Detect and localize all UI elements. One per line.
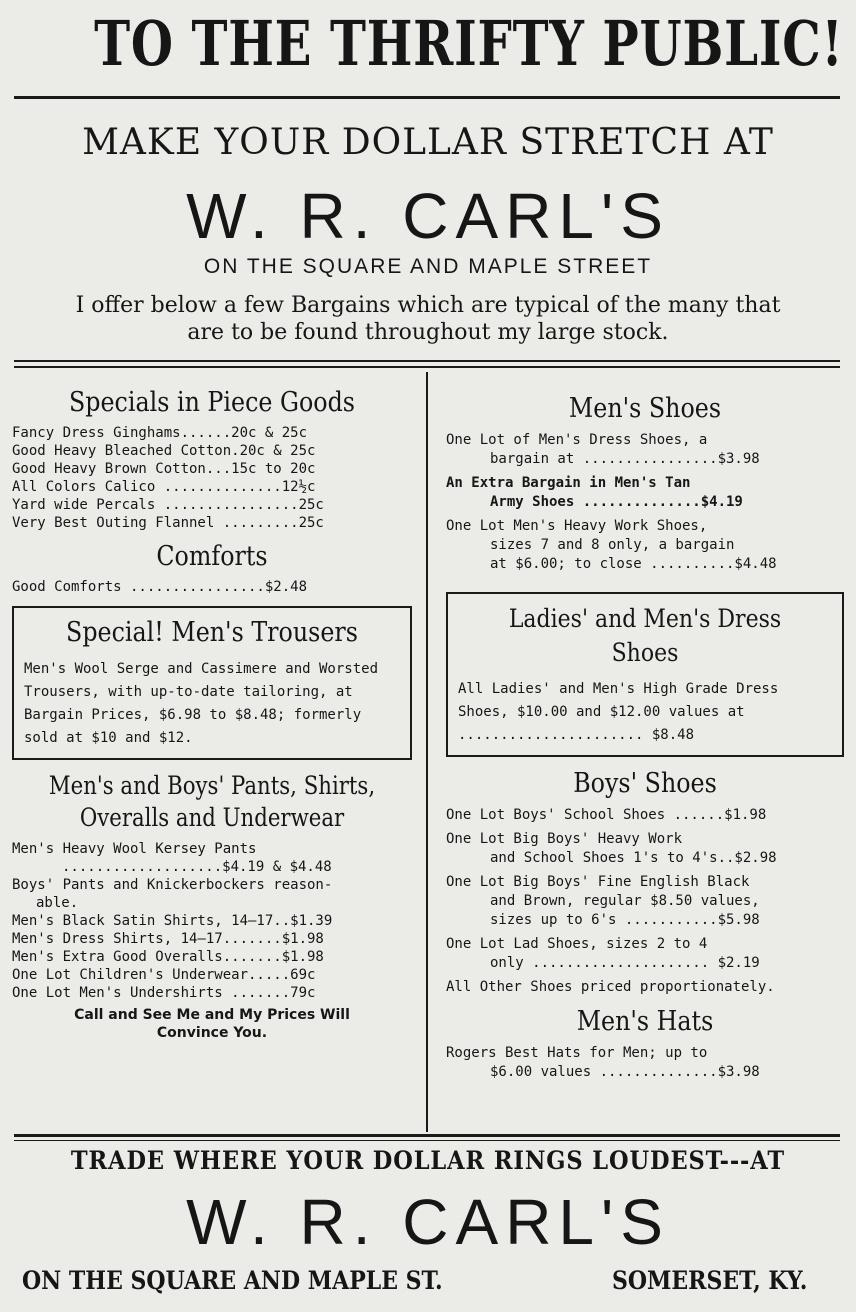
list-item: Men's Black Satin Shirts, 14—17..$1.39 bbox=[12, 913, 333, 929]
pants-title bbox=[42, 770, 382, 834]
item-line-2: sizes 7 and 8 only, a bargain bbox=[490, 537, 735, 553]
header-rule bbox=[14, 96, 840, 99]
list-item bbox=[446, 830, 844, 868]
list-item bbox=[446, 935, 844, 973]
trousers-text: Men's Wool Serge and Cassimere and Worsted Trousers, with up-to-date tailoring, at Bargain Prices, $6.98 to $8.48; formerly sold at $10 and $12. bbox=[24, 661, 379, 746]
list-item: able. bbox=[36, 895, 79, 911]
item-line-2: only ..................... $2.19 bbox=[490, 955, 760, 971]
list-item bbox=[446, 474, 844, 512]
comforts-title: Comforts bbox=[156, 541, 268, 572]
item-line-1: One Lot Big Boys' Fine English Black bbox=[446, 874, 750, 890]
list-item bbox=[446, 517, 844, 574]
item-line-2: bargain at ................$3.98 bbox=[490, 451, 760, 467]
item-line-1: One Lot of Men's Dress Shoes, a bbox=[446, 432, 708, 448]
list-item: ...................$4.19 & $4.48 bbox=[62, 859, 332, 875]
list-item: Men's Dress Shirts, 14—17.......$1.98 bbox=[12, 931, 324, 947]
call-text bbox=[12, 1006, 412, 1042]
column-divider bbox=[426, 372, 428, 1132]
section-rule-top-2 bbox=[14, 366, 840, 368]
trade-line: TRADE WHERE YOUR DOLLAR RINGS LOUDEST---AT bbox=[70, 1146, 786, 1175]
mens-shoes-title: Men's Shoes bbox=[568, 393, 722, 424]
item-line-2: $6.00 values ..............$3.98 bbox=[490, 1064, 760, 1080]
subhead: MAKE YOUR DOLLAR STRETCH AT bbox=[82, 122, 774, 163]
store-address: ON THE SQUARE AND MAPLE STREET bbox=[203, 255, 653, 278]
piece-goods-list bbox=[12, 424, 412, 532]
item-line-1: One Lot Big Boys' Heavy Work bbox=[446, 831, 683, 847]
list-item: Men's Extra Good Overalls.......$1.98 bbox=[12, 949, 324, 965]
trousers-title: Special! Men's Trousers bbox=[66, 617, 358, 648]
intro-line-2: are to be found throughout my large stock. bbox=[187, 320, 669, 345]
boys-shoes-title: Boys' Shoes bbox=[573, 768, 717, 799]
list-item bbox=[446, 431, 844, 469]
list-item: Good Comforts ................$2.48 bbox=[12, 579, 308, 595]
piece-goods-title: Specials in Piece Goods bbox=[69, 387, 355, 418]
dress-shoes-title: Ladies' and Men's Dress Shoes bbox=[508, 604, 782, 667]
dress-shoes-text: All Ladies' and Men's High Grade Dress Shoes, $10.00 and $12.00 values at ...................... $8.48 bbox=[458, 681, 779, 743]
section-rule-top bbox=[14, 360, 840, 362]
footer-rule bbox=[14, 1134, 840, 1137]
list-item bbox=[446, 1044, 844, 1082]
item-line-1: An Extra Bargain in Men's Tan bbox=[446, 475, 691, 491]
list-item bbox=[446, 806, 844, 825]
item-line-2: Army Shoes ..............$4.19 bbox=[490, 494, 743, 510]
call-line-1: Call and See Me and My Prices Will bbox=[74, 1007, 350, 1023]
list-item: One Lot Children's Underwear.....69c bbox=[12, 967, 316, 983]
list-item: All Colors Calico ..............12½c bbox=[12, 479, 316, 495]
list-item: Very Best Outing Flannel .........25c bbox=[12, 515, 324, 531]
list-item: One Lot Men's Undershirts .......79c bbox=[12, 985, 316, 1001]
list-item: Fancy Dress Ginghams......20c & 25c bbox=[12, 425, 308, 441]
footer-address: ON THE SQUARE AND MAPLE ST. bbox=[22, 1266, 443, 1295]
pants-title-line-2: Overalls and Underwear bbox=[79, 803, 345, 832]
item-line-3: at $6.00; to close ..........$4.48 bbox=[490, 556, 777, 572]
store-name: W. R. CARL'S bbox=[186, 180, 670, 252]
boys-shoes-note: All Other Shoes priced proportionately. bbox=[446, 979, 775, 995]
item-line-1: One Lot Lad Shoes, sizes 2 to 4 bbox=[446, 936, 708, 952]
headline: TO THE THRIFTY PUBLIC! bbox=[94, 7, 844, 80]
pants-title-line-1: Men's and Boys' Pants, Shirts, bbox=[48, 771, 376, 800]
list-item: Men's Heavy Wool Kersey Pants bbox=[12, 841, 257, 857]
hats-title: Men's Hats bbox=[576, 1006, 714, 1037]
pants-list bbox=[12, 840, 412, 1002]
item-line-3: sizes up to 6's ...........$5.98 bbox=[490, 912, 760, 928]
item-line-1: Rogers Best Hats for Men; up to bbox=[446, 1045, 708, 1061]
item-line-1: One Lot Boys' School Shoes ......$1.98 bbox=[446, 807, 767, 823]
intro-text bbox=[0, 292, 856, 346]
list-item: Yard wide Percals ................25c bbox=[12, 497, 324, 513]
right-column bbox=[446, 378, 844, 1087]
list-item: Good Heavy Bleached Cotton.20c & 25c bbox=[12, 443, 316, 459]
trousers-box bbox=[12, 606, 412, 760]
list-item bbox=[446, 873, 844, 930]
list-item: Boys' Pants and Knickerbockers reason- bbox=[12, 877, 333, 893]
item-line-2: and School Shoes 1's to 4's..$2.98 bbox=[490, 850, 777, 866]
intro-line-1: I offer below a few Bargains which are typical of the many that bbox=[75, 293, 781, 318]
footer-store-name: W. R. CARL'S bbox=[186, 1186, 670, 1258]
item-line-2: and Brown, regular $8.50 values, bbox=[490, 893, 760, 909]
item-line-1: One Lot Men's Heavy Work Shoes, bbox=[446, 518, 708, 534]
list-item: Good Heavy Brown Cotton...15c to 20c bbox=[12, 461, 316, 477]
call-line-2: Convince You. bbox=[156, 1025, 268, 1041]
dress-shoes-box bbox=[446, 592, 844, 757]
footer-city: SOMERSET, KY. bbox=[612, 1266, 808, 1295]
footer-rule-2 bbox=[14, 1140, 840, 1141]
left-column bbox=[12, 378, 412, 1042]
